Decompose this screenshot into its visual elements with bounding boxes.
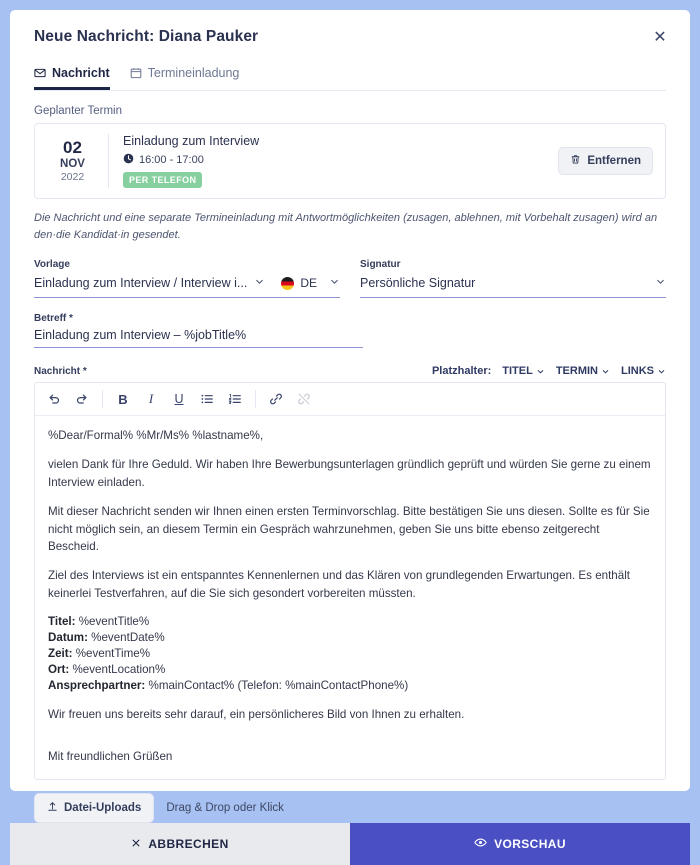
placeholder-titel-label: TITEL bbox=[502, 365, 533, 378]
chevron-down-icon[interactable] bbox=[329, 274, 340, 292]
appointment-year: 2022 bbox=[60, 170, 85, 183]
detail-line bbox=[48, 630, 652, 646]
rich-text-editor bbox=[34, 382, 666, 780]
detail-label: Zeit: bbox=[48, 647, 73, 661]
signature-select-row bbox=[360, 272, 666, 298]
close-icon[interactable]: ✕ bbox=[648, 26, 672, 50]
template-select[interactable]: Einladung zum Interview / Interview i... bbox=[34, 276, 248, 291]
chevron-down-icon[interactable] bbox=[254, 274, 265, 292]
signature-field bbox=[360, 259, 666, 298]
unlink-icon bbox=[291, 387, 317, 411]
bullet-list-icon[interactable] bbox=[194, 387, 220, 411]
appointment-details bbox=[109, 134, 548, 188]
preview-button[interactable] bbox=[350, 823, 690, 865]
undo-icon[interactable] bbox=[41, 387, 67, 411]
tab-termineinladung-label: Termineinladung bbox=[147, 66, 240, 80]
appointment-date-block bbox=[47, 134, 109, 188]
subject-label: Betreff * bbox=[34, 313, 73, 325]
link-icon[interactable] bbox=[263, 387, 289, 411]
message-body[interactable] bbox=[35, 416, 665, 779]
dialog-body bbox=[10, 10, 690, 823]
appointment-actions bbox=[548, 134, 653, 188]
tab-divider bbox=[34, 90, 666, 91]
appointment-section-title: Geplanter Termin bbox=[34, 105, 122, 117]
remove-appointment-button[interactable] bbox=[558, 147, 653, 175]
tab-termineinladung[interactable] bbox=[130, 66, 240, 90]
editor-toolbar bbox=[35, 383, 665, 416]
detail-line bbox=[48, 646, 652, 662]
appointment-card bbox=[34, 123, 666, 199]
template-field bbox=[34, 259, 340, 298]
clock-icon bbox=[123, 153, 134, 167]
dialog-header bbox=[10, 10, 690, 46]
remove-appointment-label: Entfernen bbox=[587, 155, 641, 167]
template-select-row bbox=[34, 272, 340, 298]
placeholder-links-label: LINKS bbox=[621, 365, 654, 378]
redo-icon[interactable] bbox=[69, 387, 95, 411]
body-paragraph-2: Mit dieser Nachricht senden wir Ihnen einen ersten Terminvorschlag. Bitte bestätigen Sie uns diesen. Sollte es für Sie nicht möglich sein, an diesem Termin ein Gespräch wahrzunehmen, geben Sie uns bitte ebenso zeitgerecht Bescheid. bbox=[48, 505, 650, 554]
bold-icon[interactable]: B bbox=[110, 387, 136, 411]
placeholder-lead: Platzhalter: bbox=[431, 365, 492, 378]
detail-label: Titel: bbox=[48, 615, 76, 629]
dialog-footer bbox=[10, 823, 690, 865]
envelope-icon bbox=[34, 67, 46, 79]
info-note: Die Nachricht und eine separate Termineinladung mit Antwortmöglichkeiten (zusagen, ablehnen, mit Vorbehalt zusagen) wird an den·die Kandidat·in gesendet. bbox=[34, 212, 658, 242]
detail-value: %eventDate% bbox=[91, 631, 165, 645]
detail-value: %eventLocation% bbox=[72, 663, 166, 677]
tab-nachricht-label: Nachricht bbox=[52, 66, 110, 80]
upload-icon bbox=[47, 801, 58, 815]
body-spacer bbox=[48, 736, 652, 748]
dialog-content bbox=[10, 105, 690, 823]
toolbar-divider bbox=[102, 390, 103, 408]
placeholder-links-dropdown[interactable] bbox=[621, 365, 666, 377]
close-icon bbox=[131, 837, 141, 851]
detail-value: %eventTitle% bbox=[78, 615, 150, 629]
appointment-title: Einladung zum Interview bbox=[123, 134, 260, 148]
appointment-day: 02 bbox=[63, 138, 82, 158]
appointment-time: 16:00 - 17:00 bbox=[139, 154, 204, 166]
detail-label: Ort: bbox=[48, 663, 70, 677]
language-value: DE bbox=[300, 276, 317, 291]
body-paragraph-3: Ziel des Interviews ist ein entspanntes Kennenlernen und das Klären von grundlegenden Erwartungen. Es enthält keinerlei Testverfahren, auf die Sie sich gesondert vorbereiten müssten. bbox=[48, 569, 630, 600]
subject-field bbox=[34, 313, 363, 348]
subject-input[interactable]: Einladung zum Interview – %jobTitle% bbox=[34, 328, 247, 343]
body-paragraph-1: vielen Dank für Ihre Geduld. Wir haben Ihre Bewerbungsunterlagen gründlich geprüft und würden Sie gerne zu einem Interview einladen. bbox=[48, 458, 651, 489]
underline-icon[interactable]: U bbox=[166, 387, 192, 411]
german-flag-icon bbox=[281, 277, 294, 290]
selects-row bbox=[34, 259, 666, 298]
eye-icon bbox=[474, 836, 487, 852]
calendar-icon bbox=[130, 67, 142, 79]
signature-label: Signatur bbox=[360, 259, 401, 271]
appointment-month: NOV bbox=[60, 157, 85, 170]
template-label: Vorlage bbox=[34, 259, 70, 271]
event-details-block bbox=[48, 614, 652, 694]
detail-value: %eventTime% bbox=[75, 647, 151, 661]
placeholder-menu bbox=[432, 365, 666, 377]
detail-label: Datum: bbox=[48, 631, 88, 645]
tab-nachricht[interactable] bbox=[34, 66, 110, 90]
detail-line bbox=[48, 614, 652, 630]
detail-label: Ansprechpartner: bbox=[48, 679, 146, 693]
cancel-label: ABBRECHEN bbox=[148, 836, 229, 851]
trash-icon bbox=[570, 154, 581, 168]
message-header bbox=[34, 365, 666, 377]
toolbar-divider bbox=[255, 390, 256, 408]
body-paragraph-4: Wir freuen uns bereits sehr darauf, ein persönlicheres Bild von Ihnen zu erhalten. bbox=[48, 708, 465, 722]
status-badge: PER TELEFON bbox=[123, 172, 202, 188]
placeholder-titel-dropdown[interactable] bbox=[502, 365, 545, 377]
detail-line bbox=[48, 662, 652, 678]
placeholder-termin-dropdown[interactable] bbox=[556, 365, 610, 377]
appointment-time-row bbox=[123, 153, 548, 167]
numbered-list-icon[interactable] bbox=[222, 387, 248, 411]
message-label: Nachricht * bbox=[34, 366, 87, 378]
chevron-down-icon[interactable] bbox=[655, 274, 666, 292]
detail-line bbox=[48, 678, 652, 694]
signature-select[interactable]: Persönliche Signatur bbox=[360, 276, 476, 291]
page-title: Neue Nachricht: Diana Pauker bbox=[34, 28, 259, 45]
file-upload-label: Datei-Uploads bbox=[64, 801, 142, 814]
tab-bar bbox=[10, 66, 690, 90]
language-select[interactable] bbox=[281, 274, 340, 292]
file-upload-button[interactable] bbox=[34, 793, 154, 823]
italic-icon[interactable]: I bbox=[138, 387, 164, 411]
new-message-dialog bbox=[10, 10, 690, 851]
detail-value: %mainContact% (Telefon: %mainContactPhone%) bbox=[148, 679, 409, 693]
upload-hint: Drag & Drop oder Klick bbox=[166, 801, 284, 814]
preview-label: VORSCHAU bbox=[494, 836, 566, 851]
uploads-row bbox=[34, 793, 666, 823]
subject-input-row bbox=[34, 326, 363, 348]
placeholder-termin-label: TERMIN bbox=[555, 365, 598, 378]
body-greeting: %Dear/Formal% %Mr/Ms% %lastname%, bbox=[48, 429, 264, 443]
body-closing: Mit freundlichen Grüßen bbox=[48, 749, 173, 763]
cancel-button[interactable] bbox=[10, 823, 350, 865]
